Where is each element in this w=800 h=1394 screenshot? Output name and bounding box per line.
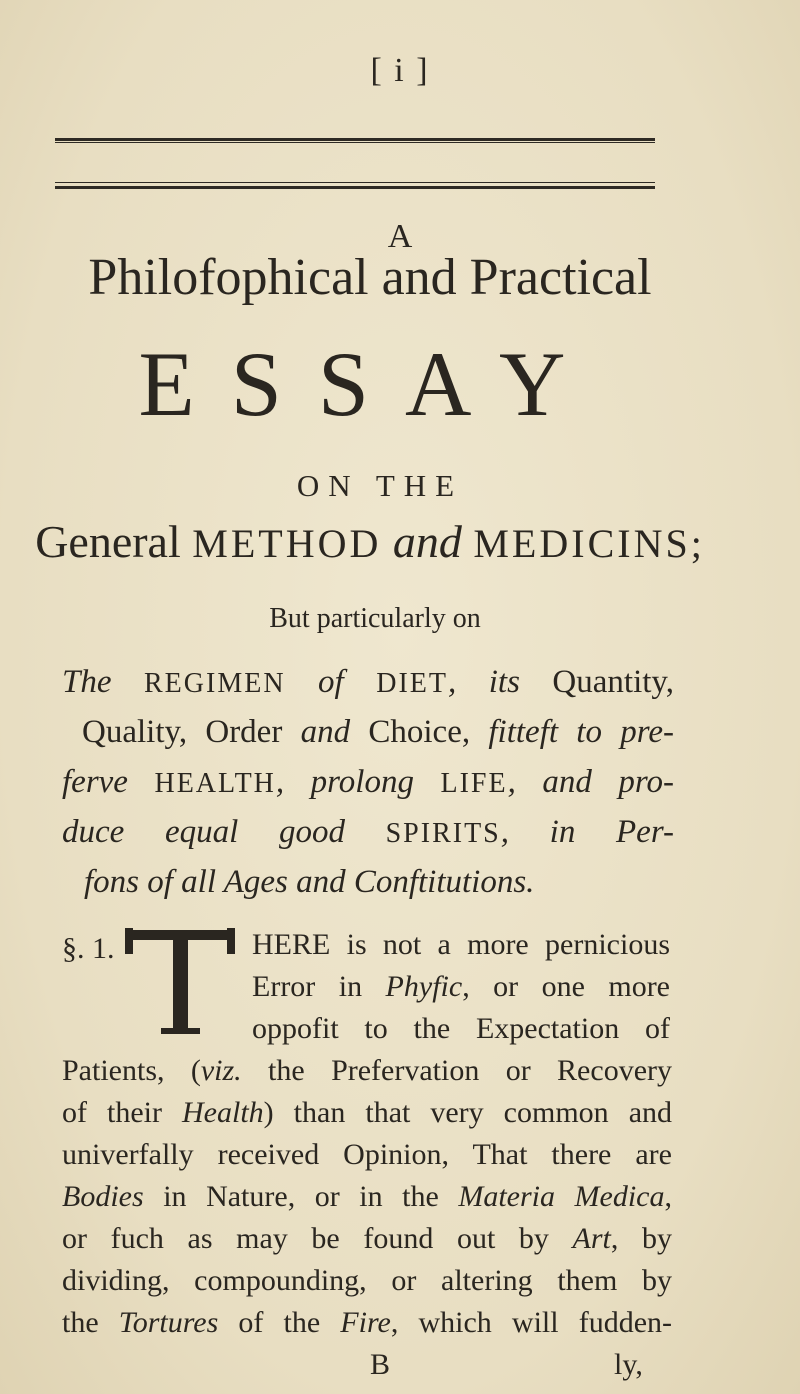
double-rule-top-thick [55,138,655,141]
and-word: and [381,516,474,567]
title-main: ESSAY [138,333,602,435]
medicins-word: MEDICINS; [473,521,705,566]
body-line-7: Bodies in Nature, or in the Materia Medica, [62,1180,672,1213]
double-rule-top-thin [55,142,655,143]
body-line-4: Patients, (viz. the Prefervation or Recovery [62,1054,672,1087]
subtitle-line-3: ferve HEALTH, prolong LIFE, and pro- [62,764,675,800]
body-line-5: of their Health) than that very common and [62,1096,673,1129]
title-general-line [0,515,770,568]
catchword: ly, [614,1348,643,1381]
body-line-8: or fuch as may be found out by Art, by [62,1222,673,1255]
subtitle-line-5: fons of all Ages and Conftitutions. [84,864,535,900]
body-line-1: HERE is not a more pernicious [252,928,670,961]
title-particular: But particularly on [269,603,481,634]
page-number: [ i ] [370,52,430,89]
drop-cap-letter [125,924,235,1042]
double-rule-bottom-thick [55,186,655,189]
body-line-2: Error in Phyfic, or one more [252,970,670,1003]
signature-mark: B [370,1348,391,1381]
subtitle-line-2: Quality, Order and Choice, fitteft to pre- [82,714,674,750]
title-line-1: Philofophical and Practical [88,249,652,306]
title-on-the: ON THE [296,468,464,503]
body-line-6: univerfally received Opinion, That there are [62,1138,672,1171]
body-line-9: dividing, compounding, or altering them by [62,1264,672,1297]
title-article: A [387,218,413,255]
subtitle-line-1: The REGIMEN of DIET, its Quantity, [62,664,675,700]
body-line-spare: the Tortures of the Fire, which will fudden- [62,1306,672,1339]
general-prefix: General [35,516,193,567]
section-mark: §. 1. [62,932,115,965]
method-word: METHOD [192,521,382,566]
double-rule-bottom-thin [55,182,655,183]
body-line-3: oppofit to the Expectation of [252,1012,670,1045]
subtitle-line-4: duce equal good SPIRITS, in Per- [62,814,674,850]
